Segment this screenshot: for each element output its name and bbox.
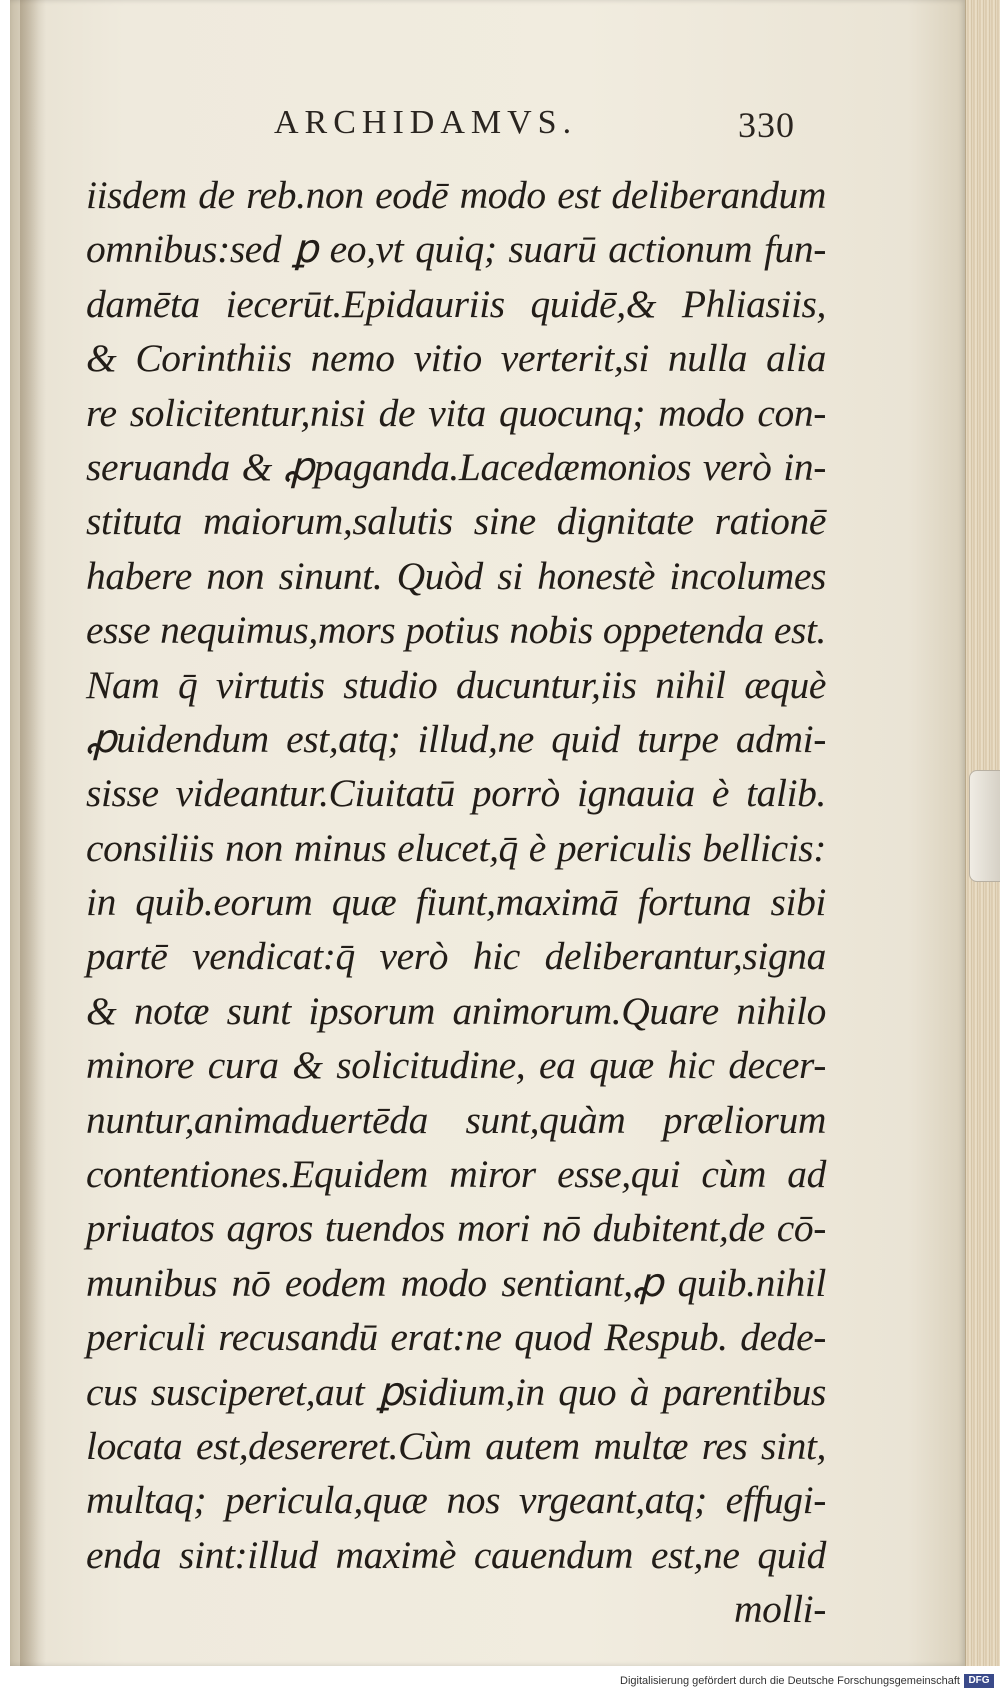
footer (0, 1666, 1000, 1696)
text-line: & notæ sunt ipsorum animorum.Quare nihilo (86, 988, 826, 1033)
footer-credit: Digitalisierung gefördert durch die Deutsche Forschungsgemeinschaft (620, 1675, 960, 1687)
text-line: ꝓuidendum est,atq; illud,ne quid turpe admi- (86, 716, 826, 761)
text-block (86, 168, 826, 1637)
text-line: & Corinthiis nemo vitio verterit,si nulla alia (86, 336, 826, 381)
text-line: Nam q̄ virtutis studio ducuntur,iis nihil æquè (86, 662, 826, 707)
text-line: consiliis non minus elucet,q̄ è periculis bellicis: (86, 825, 826, 870)
text-line: priuatos agros tuendos mori nō dubitent,de cō- (86, 1206, 826, 1251)
text-line: locata est,desereret.Cùm autem multæ res sint, (86, 1423, 826, 1468)
text-line: omnibus:sed ꝑ eo,vt quiq; suarū actionum fun- (86, 227, 826, 272)
text-line: periculi recusandū erat:ne quod Respub. dede- (86, 1315, 826, 1360)
gutter-shadow (20, 0, 46, 1666)
page-number: 330 (738, 105, 795, 145)
page-clip-tab (969, 770, 1000, 882)
text-line: in quib.eorum quæ fiunt,maximā fortuna sibi (86, 880, 826, 925)
text-line: sisse videantur.Ciuitatū porrò ignauia è talib. (86, 771, 826, 816)
text-line: molli- (734, 1587, 826, 1632)
text-line: munibus nō eodem modo sentiant,ꝓ quib.nihil (86, 1260, 826, 1305)
text-line: habere non sinunt. Quòd si honestè incolumes (86, 553, 826, 598)
page-fore-edge (965, 0, 1000, 1666)
text-line: partē vendicat:q̄ verò hic deliberantur,signa (86, 934, 826, 979)
text-line: cus susciperet,aut ꝑsidium,in quo à parentibus (86, 1369, 826, 1414)
text-line: multaq; pericula,quæ nos vrgeant,atq; effugi- (86, 1478, 826, 1523)
text-line: seruanda & ꝓpaganda.Lacedæmonios verò in- (86, 444, 826, 489)
text-line: contentiones.Equidem miror esse,qui cùm ad (86, 1152, 826, 1197)
text-line: iisdem de reb.non eodē modo est deliberandum (86, 173, 826, 217)
running-head (0, 100, 1000, 160)
text-line: stituta maiorum,salutis sine dignitate rationē (86, 499, 826, 544)
text-line: enda sint:illud maximè cauendum est,ne quid (86, 1532, 826, 1577)
text-line: esse nequimus,mors potius nobis oppetenda est. (86, 608, 826, 653)
text-line: re solicitentur,nisi de vita quocunq; modo con- (86, 390, 826, 435)
text-line: damēta iecerūt.Epidauriis quidē,& Phliasiis, (86, 281, 826, 326)
text-line: nuntur,animaduertēda sunt,quàm prӕliorum (86, 1097, 826, 1142)
text-line: minore cura & solicitudine, ea quæ hic decer- (86, 1043, 826, 1088)
dfg-logo: DFG (964, 1674, 994, 1688)
running-title: ARCHIDAMVS. (274, 104, 578, 141)
